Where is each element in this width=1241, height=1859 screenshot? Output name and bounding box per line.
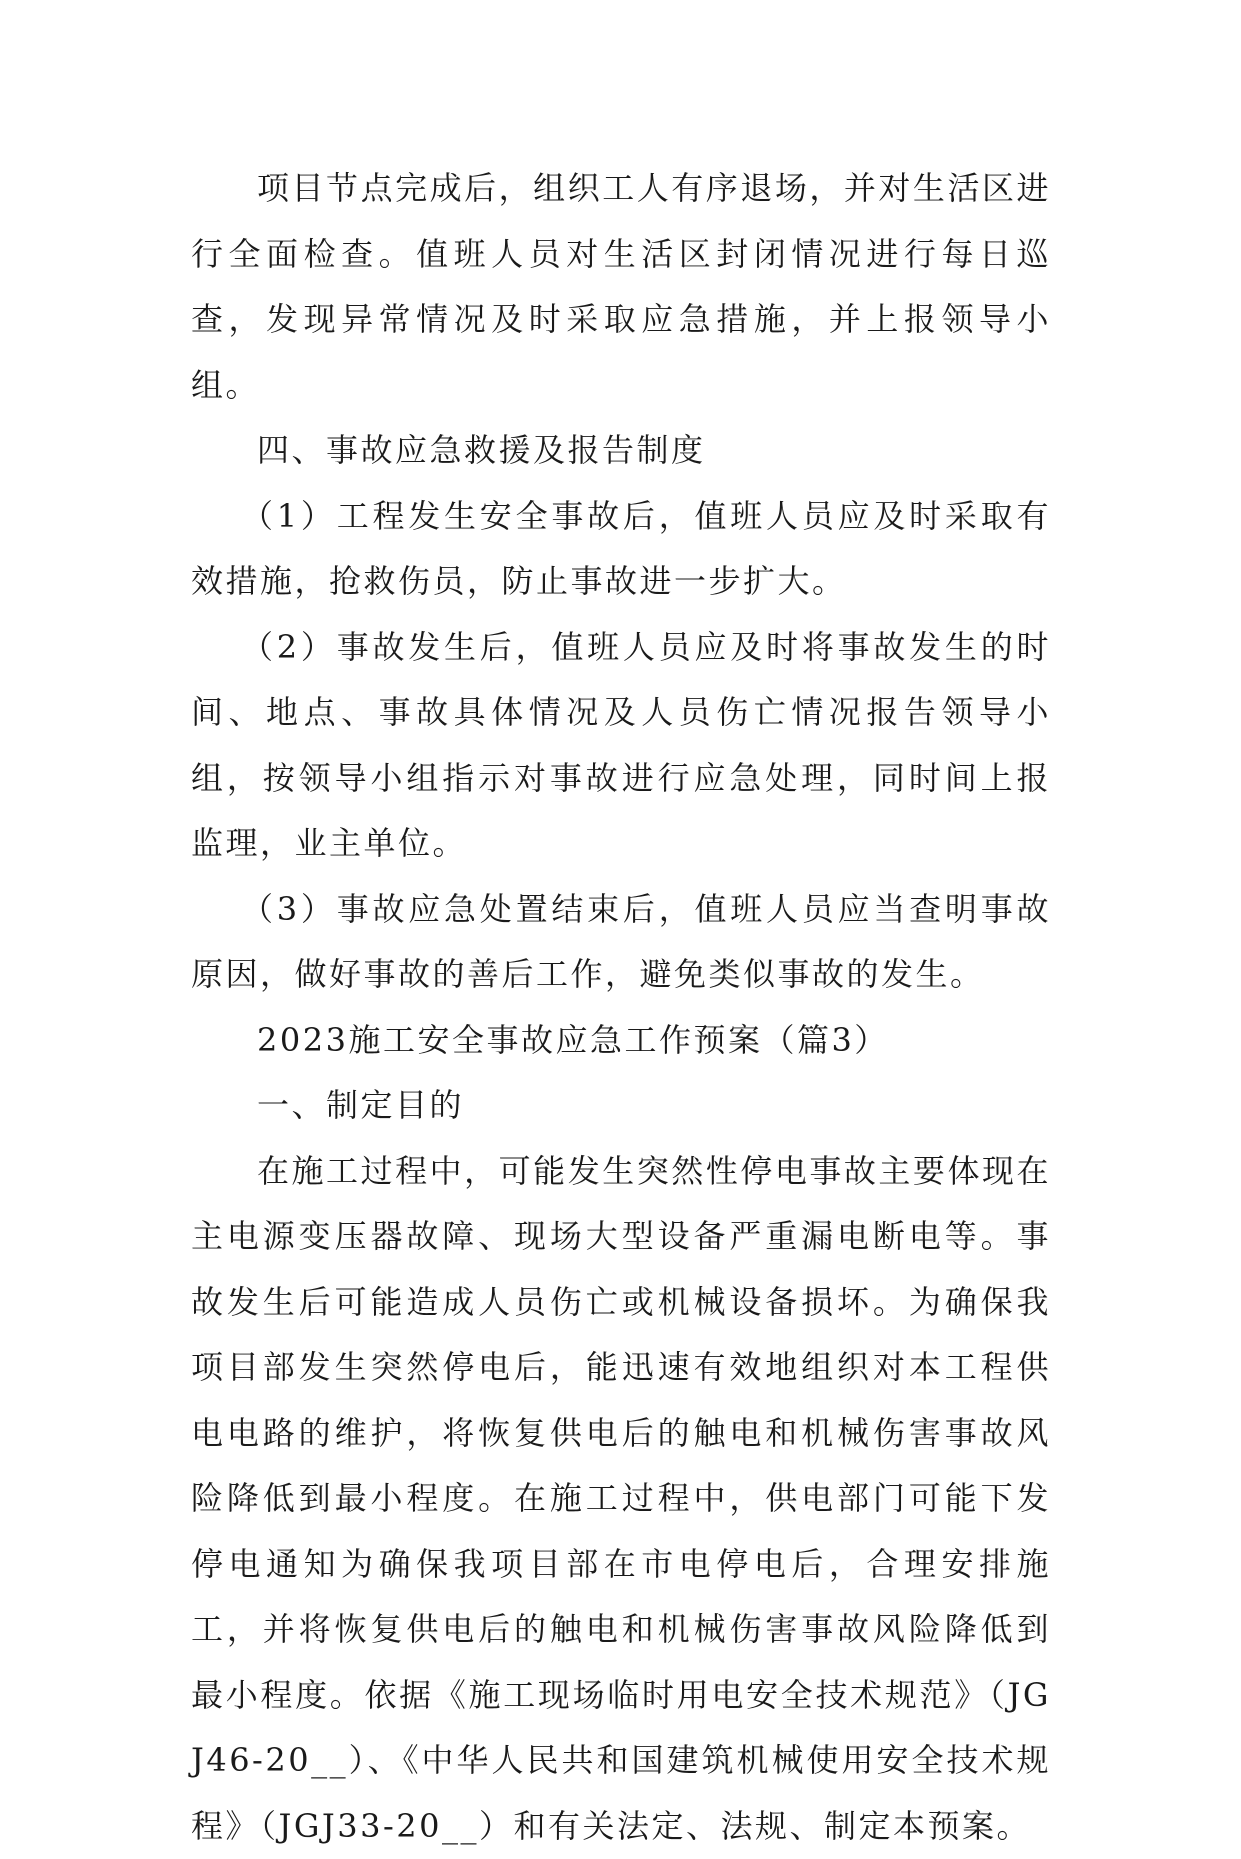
- document-body: [191, 156, 1051, 1859]
- paragraph-item-3: （3）事故应急处置结束后，值班人员应当查明事故原因，做好事故的善后工作，避免类似事故的发生。: [191, 877, 1051, 1008]
- section-heading-purpose: 一、制定目的: [191, 1073, 1051, 1139]
- section-heading-emergency-rescue: 四、事故应急救援及报告制度: [191, 418, 1051, 484]
- document-title-part-3: 2023施工安全事故应急工作预案（篇3）: [191, 1008, 1051, 1074]
- paragraph-site-exit: 项目节点完成后，组织工人有序退场，并对生活区进行全面检查。值班人员对生活区封闭情况进行每日巡查，发现异常情况及时采取应急措施，并上报领导小组。: [191, 156, 1051, 418]
- paragraph-item-2: （2）事故发生后，值班人员应及时将事故发生的时间、地点、事故具体情况及人员伤亡情况报告领导小组，按领导小组指示对事故进行应急处理，同时间上报监理，业主单位。: [191, 615, 1051, 877]
- paragraph-item-1: （1）工程发生安全事故后，值班人员应及时采取有效措施，抢救伤员，防止事故进一步扩大。: [191, 484, 1051, 615]
- paragraph-purpose-body: 在施工过程中，可能发生突然性停电事故主要体现在主电源变压器故障、现场大型设备严重漏电断电等。事故发生后可能造成人员伤亡或机械设备损坏。为确保我项目部发生突然停电后，能迅速有效地组织对本工程供电电路的维护，将恢复供电后的触电和机械伤害事故风险降低到最小程度。在施工过程中，供电部门可能下发停电通知为确保我项目部在市电停电后，合理安排施工，并将恢复供电后的触电和机械伤害事故风险降低到最小程度。依据《施工现场临时用电安全技术规范》（JGJ46-20__）、《中华人民共和国建筑机械使用安全技术规程》（JGJ33-20__）和有关法定、法规、制定本预案。: [191, 1139, 1051, 1859]
